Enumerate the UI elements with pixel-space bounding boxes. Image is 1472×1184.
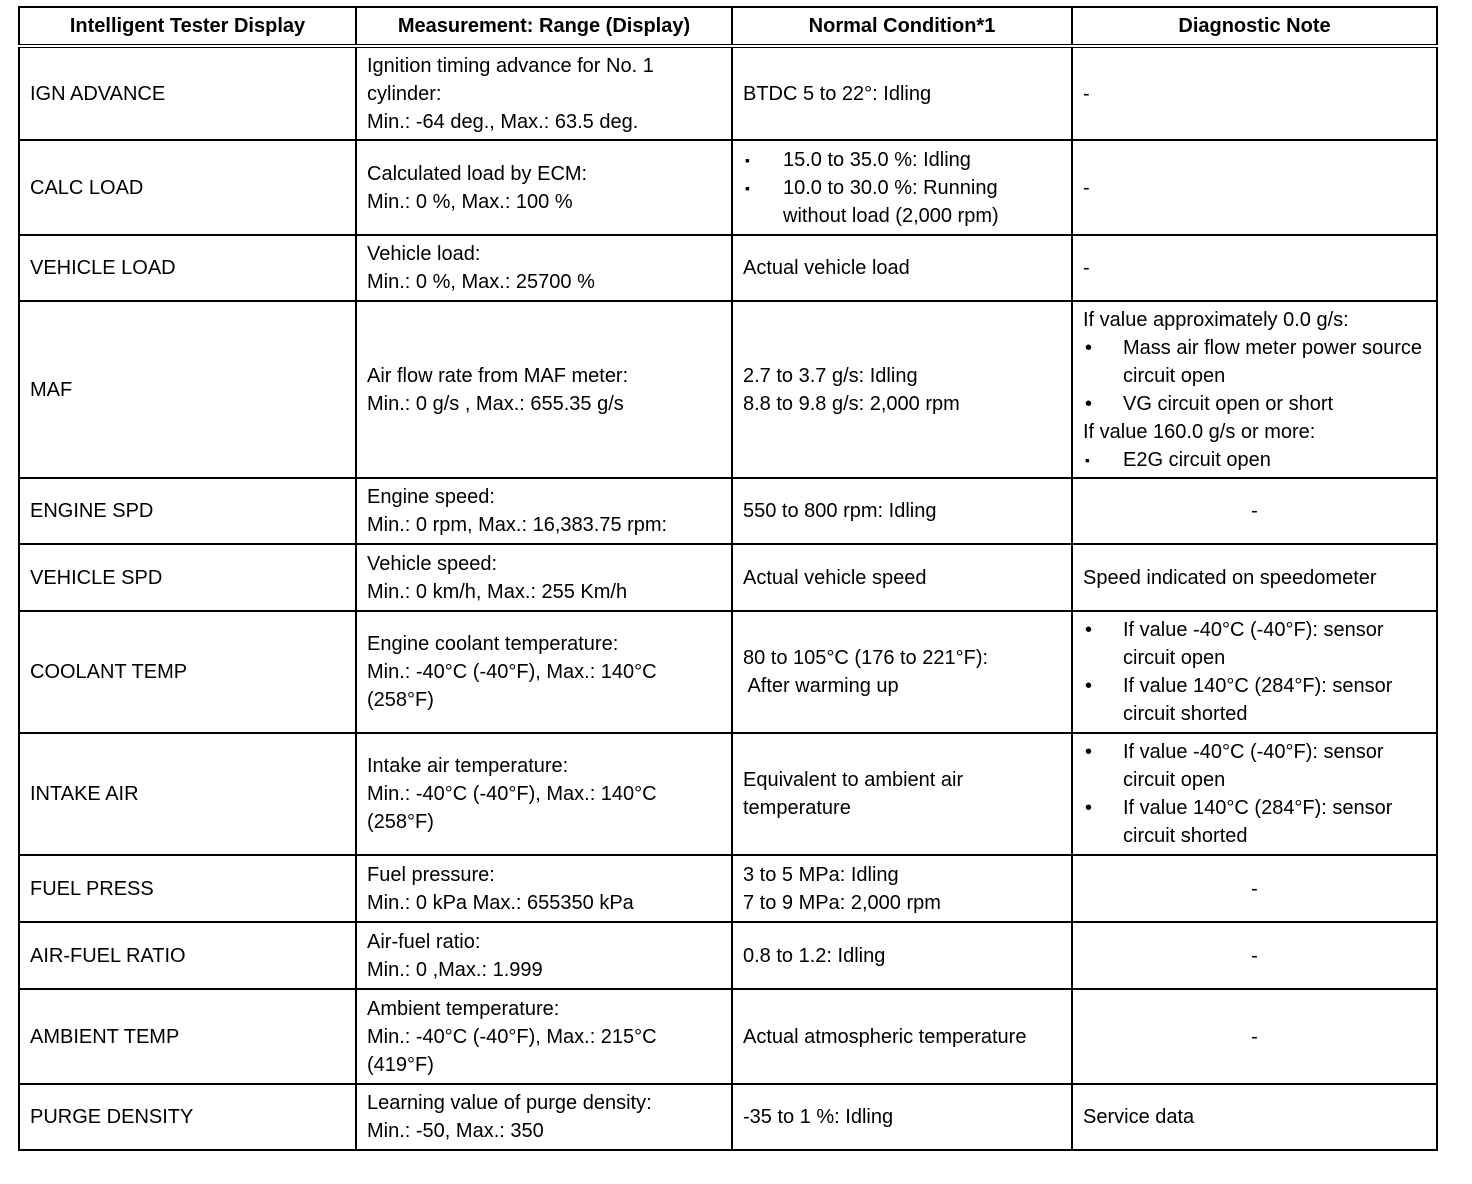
table-row xyxy=(19,611,1437,733)
note-bullet-item: • VG circuit open or short xyxy=(1083,390,1426,418)
note-line: - xyxy=(1083,257,1090,279)
cell-normal-condition xyxy=(732,301,1072,478)
table-row xyxy=(19,140,1437,235)
note-bullet-item: ▪ E2G circuit open xyxy=(1083,446,1426,474)
measure-line: Min.: 0 ,Max.: 1.999 xyxy=(367,958,543,981)
measure-line: Min.: 0 kPa Max.: 655350 kPa xyxy=(367,891,634,914)
measure-line: Air flow rate from MAF meter: xyxy=(367,364,629,387)
cell-measurement xyxy=(356,140,732,235)
table-row xyxy=(19,733,1437,855)
cell-tester-display: FUEL PRESS xyxy=(19,855,356,922)
note-bullet-list xyxy=(1083,446,1426,474)
measure-line: Ignition timing advance for No. 1 xyxy=(367,54,654,77)
cell-normal-condition xyxy=(732,989,1072,1084)
cell-normal-condition xyxy=(732,611,1072,733)
cell-measurement xyxy=(356,611,732,733)
header-normal-condition: Normal Condition*1 xyxy=(732,7,1072,46)
note-line: - xyxy=(1251,1025,1258,1048)
normal-line: 7 to 9 MPa: 2,000 rpm xyxy=(743,891,941,914)
measure-line: Min.: 0 %, Max.: 25700 % xyxy=(367,271,595,293)
measure-line: Fuel pressure: xyxy=(367,863,495,886)
cell-normal-condition xyxy=(732,855,1072,922)
normal-line: 550 to 800 rpm: Idling xyxy=(743,500,937,522)
note-line: - xyxy=(1251,500,1258,522)
cell-diagnostic-note xyxy=(1072,140,1437,235)
measure-line: Min.: 0 %, Max.: 100 % xyxy=(367,190,573,213)
note-bullet-item: • Mass air flow meter power source circuit open xyxy=(1083,334,1426,390)
measure-line: Min.: -50, Max.: 350 xyxy=(367,1120,544,1142)
measure-line: Vehicle load: xyxy=(367,243,481,265)
note-bullet-item: • If value 140°C (284°F): sensor circuit shorted xyxy=(1083,672,1426,728)
note-line: - xyxy=(1083,176,1090,199)
cell-measurement xyxy=(356,478,732,544)
cell-diagnostic-note xyxy=(1072,46,1437,140)
measure-line: Air-fuel ratio: xyxy=(367,930,481,953)
cell-measurement xyxy=(356,989,732,1084)
cell-diagnostic-note xyxy=(1072,544,1437,611)
cell-tester-display: AIR-FUEL RATIO xyxy=(19,922,356,989)
note-line: - xyxy=(1083,82,1090,105)
measure-line: Min.: 0 km/h, Max.: 255 Km/h xyxy=(367,580,628,603)
normal-line: Actual vehicle speed xyxy=(743,566,927,589)
cell-diagnostic-note xyxy=(1072,989,1437,1084)
cell-tester-display: MAF xyxy=(19,301,356,478)
measure-line: Min.: -40°C (-40°F), Max.: 215°C xyxy=(367,1025,657,1048)
data-list-table-container xyxy=(18,6,1436,1151)
normal-line: temperature xyxy=(743,797,851,819)
cell-measurement xyxy=(356,1084,732,1150)
cell-diagnostic-note xyxy=(1072,733,1437,855)
normal-line: 80 to 105°C (176 to 221°F): xyxy=(743,647,989,669)
cell-tester-display: PURGE DENSITY xyxy=(19,1084,356,1150)
cell-measurement xyxy=(356,922,732,989)
note-bullet-item: • If value 140°C (284°F): sensor circuit shorted xyxy=(1083,794,1426,850)
table-row xyxy=(19,989,1437,1084)
note-bullet-item: • If value -40°C (-40°F): sensor circuit open xyxy=(1083,738,1426,794)
normal-line: After warming up xyxy=(743,675,899,697)
measure-line: Min.: 0 g/s , Max.: 655.35 g/s xyxy=(367,392,624,415)
measure-line: Calculated load by ECM: xyxy=(367,162,588,185)
normal-line: 2.7 to 3.7 g/s: Idling xyxy=(743,364,918,387)
table-row xyxy=(19,235,1437,301)
normal-line: -35 to 1 %: Idling xyxy=(743,1106,894,1128)
measure-line: Min.: 0 rpm, Max.: 16,383.75 rpm: xyxy=(367,514,668,536)
cell-diagnostic-note xyxy=(1072,301,1437,478)
cell-measurement xyxy=(356,301,732,478)
table-row xyxy=(19,855,1437,922)
cell-normal-condition xyxy=(732,140,1072,235)
table-row xyxy=(19,478,1437,544)
header-row xyxy=(19,7,1437,46)
note-bullet-list xyxy=(1083,334,1426,418)
normal-bullet-item: ▪ 15.0 to 35.0 %: Idling xyxy=(743,146,1061,174)
table-row xyxy=(19,544,1437,611)
cell-diagnostic-note xyxy=(1072,1084,1437,1150)
note-bullet-list xyxy=(1083,616,1426,728)
table-row xyxy=(19,922,1437,989)
normal-line: Actual atmospheric temperature xyxy=(743,1025,1027,1048)
data-list-table xyxy=(18,6,1438,1151)
note-bullet-item: • If value -40°C (-40°F): sensor circuit open xyxy=(1083,616,1426,672)
header-tester-display: Intelligent Tester Display xyxy=(19,7,356,46)
cell-measurement xyxy=(356,46,732,140)
note-line: - xyxy=(1251,944,1258,967)
cell-normal-condition xyxy=(732,733,1072,855)
cell-normal-condition xyxy=(732,478,1072,544)
cell-tester-display: COOLANT TEMP xyxy=(19,611,356,733)
normal-line: 3 to 5 MPa: Idling xyxy=(743,863,899,886)
normal-bullet-item: ▪ 10.0 to 30.0 %: Running without load (2,000 rpm) xyxy=(743,174,1061,230)
table-row xyxy=(19,301,1437,478)
normal-line: 8.8 to 9.8 g/s: 2,000 rpm xyxy=(743,392,960,415)
cell-measurement xyxy=(356,855,732,922)
note-bullet-list xyxy=(1083,738,1426,850)
measure-line: Ambient temperature: xyxy=(367,997,560,1020)
measure-line: Vehicle speed: xyxy=(367,552,498,575)
note-line: Speed indicated on speedometer xyxy=(1083,566,1377,589)
cell-diagnostic-note xyxy=(1072,478,1437,544)
measure-line: Learning value of purge density: xyxy=(367,1092,652,1114)
cell-diagnostic-note xyxy=(1072,611,1437,733)
measure-line: Min.: -40°C (-40°F), Max.: 140°C xyxy=(367,783,657,805)
measure-line: Min.: -40°C (-40°F), Max.: 140°C xyxy=(367,661,657,683)
measure-line: (258°F) xyxy=(367,811,434,833)
cell-tester-display: VEHICLE SPD xyxy=(19,544,356,611)
cell-diagnostic-note xyxy=(1072,922,1437,989)
cell-diagnostic-note xyxy=(1072,855,1437,922)
cell-tester-display: AMBIENT TEMP xyxy=(19,989,356,1084)
measure-line: Min.: -64 deg., Max.: 63.5 deg. xyxy=(367,110,639,133)
normal-line: Equivalent to ambient air xyxy=(743,769,964,791)
cell-diagnostic-note xyxy=(1072,235,1437,301)
normal-bullet-list xyxy=(743,146,1061,230)
cell-tester-display: VEHICLE LOAD xyxy=(19,235,356,301)
measure-line: (258°F) xyxy=(367,689,434,711)
cell-normal-condition xyxy=(732,235,1072,301)
note-intro: If value approximately 0.0 g/s: xyxy=(1083,308,1349,331)
measure-line: (419°F) xyxy=(367,1053,434,1076)
cell-tester-display: IGN ADVANCE xyxy=(19,46,356,140)
measure-line: cylinder: xyxy=(367,82,442,105)
header-diagnostic-note: Diagnostic Note xyxy=(1072,7,1437,46)
table-row xyxy=(19,46,1437,140)
cell-normal-condition xyxy=(732,544,1072,611)
normal-line: BTDC 5 to 22°: Idling xyxy=(743,82,932,105)
cell-normal-condition xyxy=(732,46,1072,140)
note-line: - xyxy=(1251,877,1258,900)
cell-tester-display: CALC LOAD xyxy=(19,140,356,235)
cell-tester-display: ENGINE SPD xyxy=(19,478,356,544)
measure-line: Intake air temperature: xyxy=(367,755,569,777)
measure-line: Engine coolant temperature: xyxy=(367,633,619,655)
normal-line: 0.8 to 1.2: Idling xyxy=(743,944,886,967)
cell-normal-condition xyxy=(732,1084,1072,1150)
note-intro: If value 160.0 g/s or more: xyxy=(1083,420,1316,443)
normal-line: Actual vehicle load xyxy=(743,257,910,279)
header-measurement-range: Measurement: Range (Display) xyxy=(356,7,732,46)
cell-measurement xyxy=(356,235,732,301)
cell-measurement xyxy=(356,733,732,855)
cell-measurement xyxy=(356,544,732,611)
cell-tester-display: INTAKE AIR xyxy=(19,733,356,855)
table-row xyxy=(19,1084,1437,1150)
note-line: Service data xyxy=(1083,1106,1195,1128)
cell-normal-condition xyxy=(732,922,1072,989)
measure-line: Engine speed: xyxy=(367,486,495,508)
